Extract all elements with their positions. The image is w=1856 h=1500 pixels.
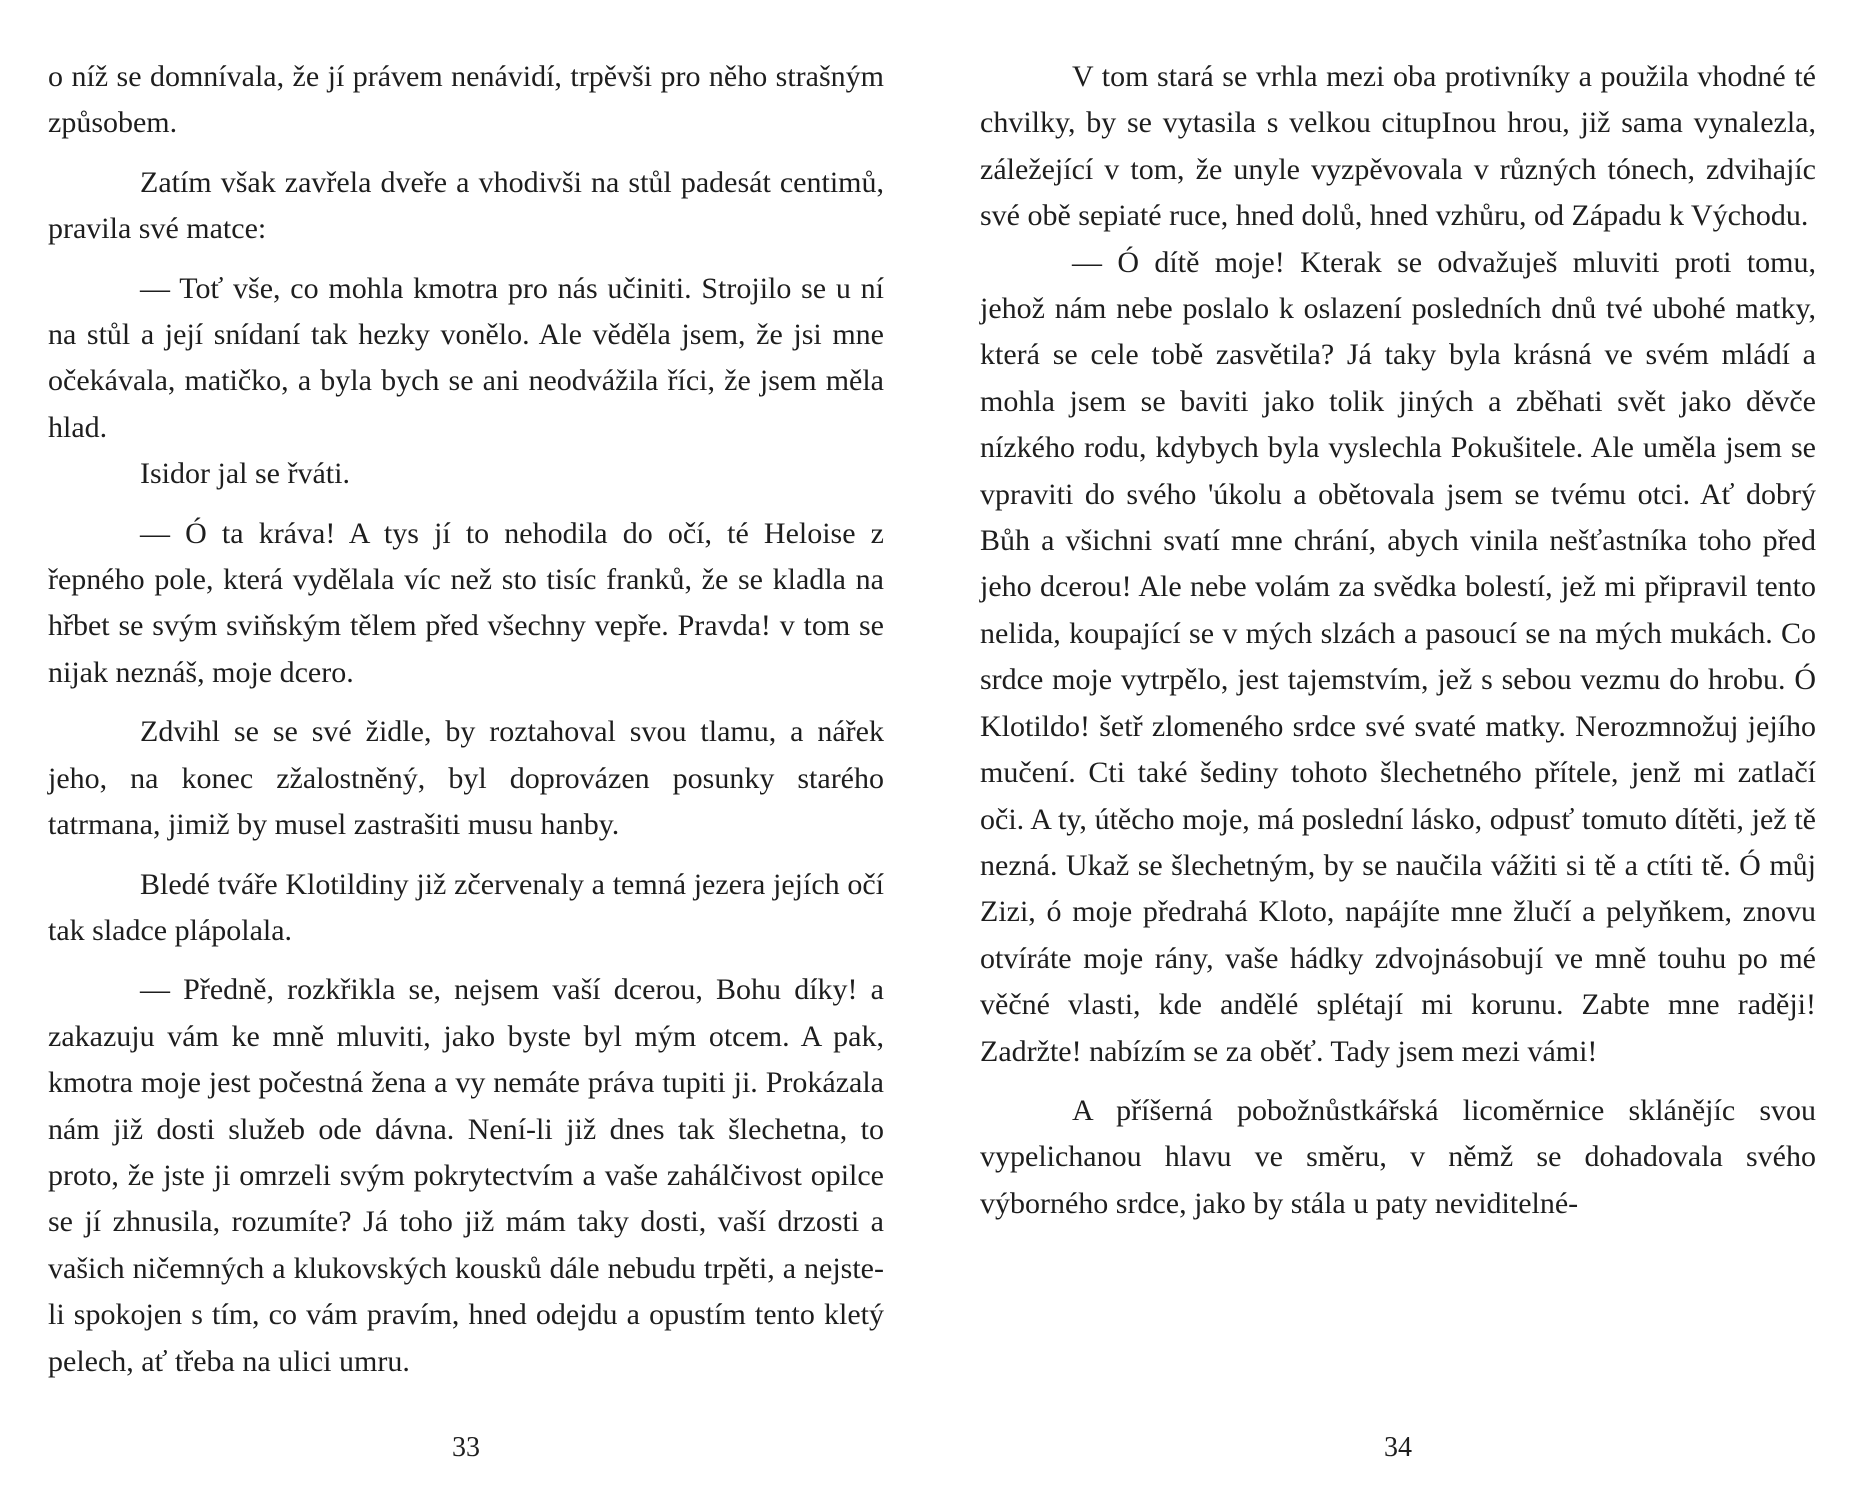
paragraph: V tom stará se vrhla mezi oba protivníky a použila vhodné té chvilky, by se vytasila s velkou citupInou hrou, již sama vynalezla, záležející v tom, že unyle vyzpěvovala v různých tónech, zdvihajíc své obě sepiaté ruce, hned dolů, hned vzhůru, od Západu k Východu. <box>980 60 1816 233</box>
paragraph: — Ó ta kráva! A tys jí to nehodila do očí, té Heloise z řepného pole, která vydělala víc než sto tisíc franků, že se kladla na hřbet se svým sviňským tělem před všechny vepře. Pravda! v tom se nijak neznáš, moje dcero. <box>48 516 884 689</box>
paragraph: o níž se domnívala, že jí právem nenávidí, trpěvši pro něho strašným způsobem. <box>48 60 884 140</box>
right-page <box>980 54 1816 1484</box>
paragraph: A příšerná pobožnůstkářská licoměrnice sklánějíc svou vypelichanou hlavu ve směru, v němž se dohadovala svého výborného srdce, jako by stála u paty neviditelné- <box>980 1093 1816 1220</box>
page-number: 33 <box>452 1432 480 1463</box>
left-page <box>48 54 884 1484</box>
left-page-text <box>48 54 884 1385</box>
paragraph: Zatím však zavřela dveře a vhodivši na stůl padesát centimů, pravila své matce: <box>48 165 884 246</box>
paragraph: — Předně, rozkřikla se, nejsem vaší dcerou, Bohu díky! a zakazuju vám ke mně mluviti, jako byste byl mým otcem. A pak, kmotra moje jest počestná žena a vy nemáte práva tupiti ji. Prokázala nám již dosti služeb ode dávna. Není-li již dnes tak šlechetna, to proto, že jste ji omrzeli svým pokrytectvím a vaše zahálčivost opilce se jí zhnusila, rozumíte? Já toho již mám taky dosti, vaší drzosti a vašich ničemných a klukovských kousků dále nebudu trpěti, a nejste-li spokojen s tím, co vám pravím, hned odejdu a opustím tento kletý pelech, ať třeba na ulici umru. <box>48 973 884 1378</box>
right-page-text <box>980 54 1816 1227</box>
paragraph: Zdvihl se se své židle, by roztahoval svou tlamu, a nářek jeho, na konec zžalostněný, byl doprovázen posunky starého tatrmana, jimiž by musel zastrašiti musu hanby. <box>48 715 884 842</box>
page-number: 34 <box>1384 1432 1412 1463</box>
paragraph: Bledé tváře Klotildiny již zčervenaly a temná jezera jejích očí tak sladce plápolala. <box>48 867 884 947</box>
paragraph: — Ó dítě moje! Kterak se odvažuješ mluviti proti tomu, jehož nám nebe poslalo k oslazení posledních dnů tvé ubohé matky, která se cele tobě zasvětila? Já taky byla krásná ve svém mládí a mohla jsem se baviti jako tolik jiných a zběhati svět jako děvče nízkého rodu, kdybych byla vyslechla Pokušitele. Ale uměla jsem se vpraviti do svého 'úkolu a obětovala jsem se tvému otci. Ať dobrý Bůh a všichni svatí mne chrání, abych vinila nešťastníka toho před jeho dcerou! Ale nebe volám za svědka bolestí, jež mi připravil tento nelida, koupající se v mých slzách a pasoucí se na mých mukách. Co srdce moje vytrpělo, jest tajemstvím, jež s sebou vezmu do hrobu. Ó Klotildo! šetř zlomeného srdce své svaté matky. Nerozmnožuj jejího mučení. Cti také šediny tohoto šlechetného přítele, jenž mi zatlačí oči. A ty, útěcho moje, má poslední lásko, odpusť tomuto dítěti, jež tě nezná. Ukaž se šlechetným, by se naučila vážiti si tě a ctíti tě. Ó můj Zizi, ó moje předrahá Kloto, napájíte mne žlučí a pelyňkem, znovu otvíráte moje rány, vaše hádky zdvojnásobují ve mně touhu po mé věčné vlasti, kde andělé splétají mi korunu. Zabte mne raději! Zadržte! nabízím se za oběť. Tady jsem mezi vámi! <box>980 245 1816 1068</box>
paragraph: — Toť vše, co mohla kmotra pro nás učiniti. Strojilo se u ní na stůl a její snídaní tak hezky vonělo. Ale věděla jsem, že jsi mne očekávala, matičko, a byla bych se ani neodvážila říci, že jsem měla hlad. <box>48 271 884 444</box>
paragraph: Isidor jal se řváti. <box>140 457 350 491</box>
